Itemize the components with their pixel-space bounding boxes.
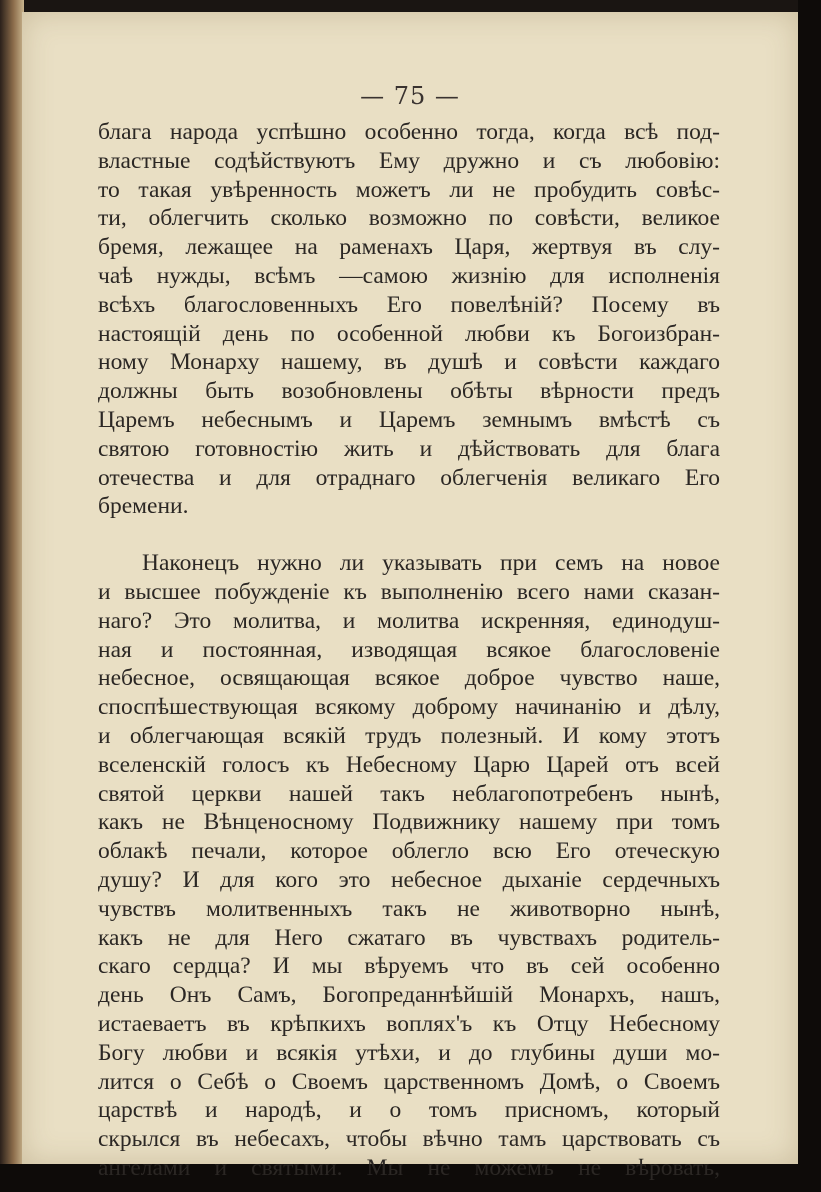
text-line: властные содѣйствуютъ Ему дружно и съ любовію: (98, 147, 720, 174)
text-line: бремя, лежащее на раменахъ Царя, жертвуя въ слу- (98, 234, 720, 261)
text-line: царствѣ и народѣ, и о томъ присномъ, который (98, 1097, 720, 1124)
text-line: какъ не для Него сжатаго въ чувствахъ родитель- (98, 924, 720, 951)
text-line: какъ не Вѣнценосному Подвижнику нашему при томъ (98, 809, 720, 836)
text-line: скрылся въ небесахъ, чтобы вѣчно тамъ царствовать съ (98, 1126, 720, 1153)
text-line: небесное, освящающая всякое доброе чувство наше, (98, 665, 720, 692)
text-line: душу? И для кого это небесное дыханіе сердечныхъ (98, 866, 720, 893)
text-line: всѣхъ благословенныхъ Его повелѣній? Посему въ (98, 291, 720, 318)
text-line: святой церкви нашей такъ неблагопотребенъ нынѣ, (98, 780, 720, 807)
text-line: Богу любви и всякія утѣхи, и до глубины души мо- (98, 1039, 720, 1066)
text-line: ная и постоянная, изводящая всякое благословеніе (98, 636, 720, 663)
text-line: день Онъ Самъ, Богопреданнѣйшій Монархъ, нашъ, (98, 982, 720, 1009)
text-line: блага народа успѣшно особенно тогда, когда всѣ под- (98, 119, 720, 145)
text-line: настоящій день по особенной любви къ Богоизбран- (98, 320, 720, 347)
text-line: скаго сердца? И мы вѣруемъ что въ сей особенно (98, 953, 720, 980)
text-line: ному Монарху нашему, въ душѣ и совѣсти каждаго (98, 349, 720, 376)
page-number: — 75 — (360, 82, 460, 110)
text-line: вселенскій голосъ къ Небесному Царю Царей отъ всей (98, 751, 720, 778)
text-line: наго? Это молитва, и молитва искренняя, единодуш- (98, 607, 720, 634)
text-line: Царемъ небеснымъ и Царемъ земнымъ вмѣстѣ съ (98, 406, 720, 433)
text-line: лится о Себѣ о Своемъ царственномъ Домѣ, о Своемъ (98, 1068, 720, 1095)
text-line: должны быть возобновлены обѣты вѣрности предъ (98, 378, 720, 405)
text-line: облакѣ печали, которое облегло всю Его отеческую (98, 838, 720, 865)
text-line: Наконецъ нужно ли указывать при семъ на новое (142, 550, 720, 577)
page-text (98, 118, 720, 1183)
text-line: отечества и для отраднаго облегченія великаго Его (98, 464, 720, 491)
book-spine-edge (0, 0, 24, 1192)
text-line: и облегчающая всякій трудъ полезный. И кому этотъ (98, 722, 720, 749)
text-line: споспѣшествующая всякому доброму начинанію и дѣлу, (98, 694, 720, 721)
right-background (798, 0, 821, 1192)
paragraph-1 (98, 118, 720, 521)
paragraph-2 (98, 549, 720, 1183)
text-line: чаѣ нужды, всѣмъ —самою жизнію для исполненія (98, 262, 720, 289)
text-line: святою готовностію жить и дѣйствовать для блага (98, 435, 720, 462)
paragraph-gap (98, 521, 720, 549)
text-line: чувствъ молитвенныхъ такъ не животворно нынѣ, (98, 895, 720, 922)
text-line: ти, облегчить сколько возможно по совѣсти, великое (98, 205, 720, 232)
text-line: ангелами и святыми. Мы не можемъ не вѣровать, (98, 1154, 720, 1181)
text-line: и высшее побужденіе къ выполненію всего нами сказан- (98, 578, 720, 605)
text-line: то такая увѣренность можетъ ли не пробудить совѣс- (98, 176, 720, 203)
text-line: истаеваетъ въ крѣпкихъ воплях'ъ къ Отцу Небесному (98, 1010, 720, 1037)
text-line: бремени. (98, 493, 189, 520)
